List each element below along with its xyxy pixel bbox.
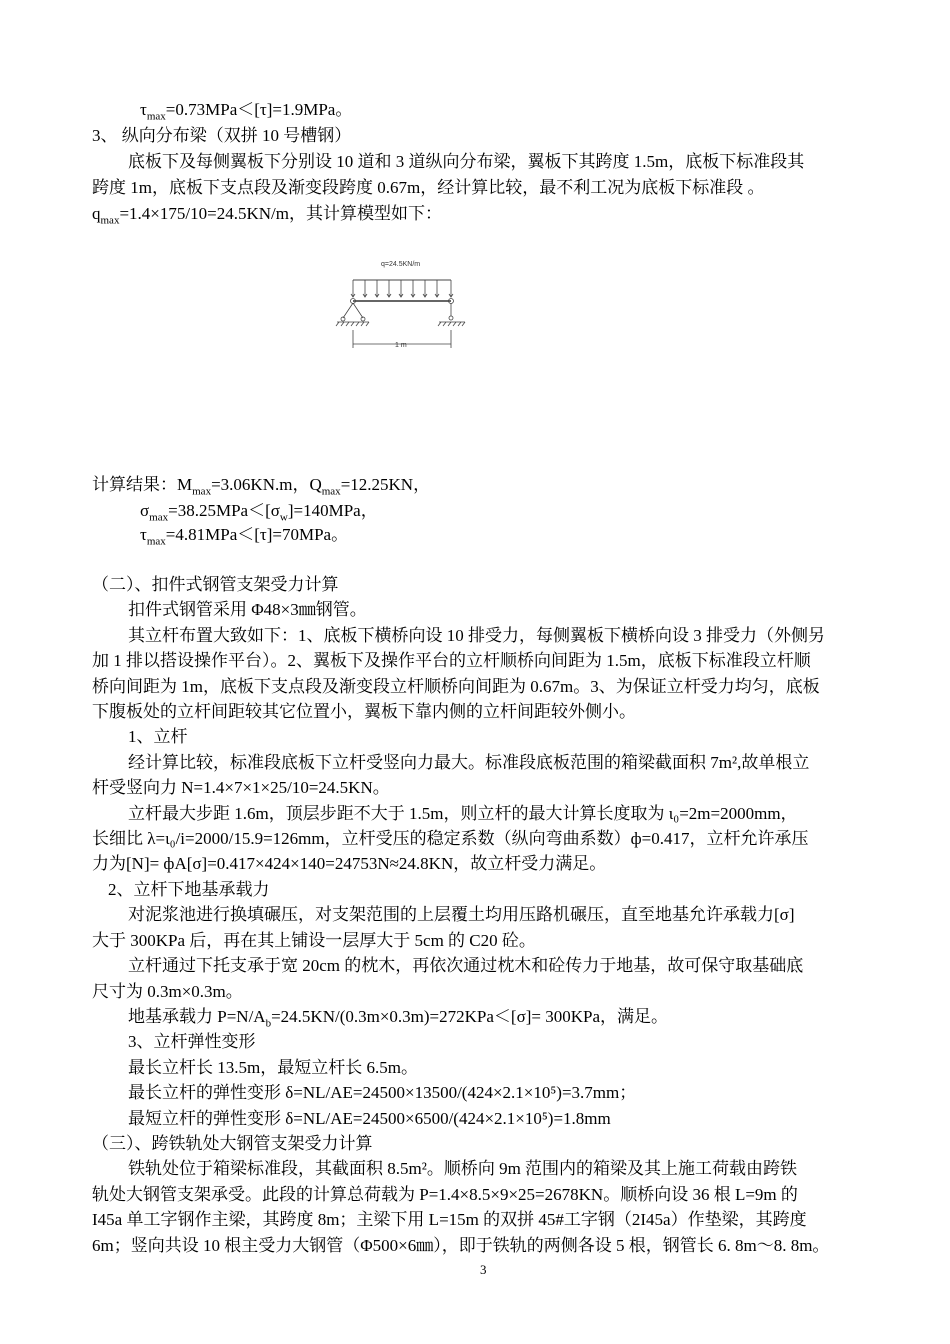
load-label: q=24.5KN/m xyxy=(381,261,421,268)
paragraph-line: 立杆最大步距 1.6m，顶层步距不大于 1.5m，则立杆的最大计算长度取为 ι₀=2m=2000mm， xyxy=(128,804,798,823)
tau-max-result-1: $\tau_{max}=0.73MPa<[\tau]=1.9MPa$。 xyxy=(140,100,353,123)
paragraph-line: I45a 单工字钢作主梁，其跨度 8m；主梁下用 L=15m 的双拼 45#工字钢（2I45a）作垫梁，其跨度 xyxy=(92,1210,807,1229)
paragraph-line: 最长立杆的弹性变形 δ=NL/AE=24500×13500/(424×2.1×10⁵)=3.7mm； xyxy=(128,1083,637,1102)
paragraph-line: 6m；竖向共设 10 根主受力大钢管（Φ500×6㎜），即于铁轨的两侧各设 5 根，钢管长 6. 8m～8. 8m。 xyxy=(92,1236,830,1255)
section-heading-2: （二）、扣件式钢管支架受力计算 xyxy=(92,575,339,594)
calc-result-m-q: 计算结果：$M_{max}=3.06KN.m$，$Q_{max}=12.25KN$， xyxy=(92,475,431,498)
pin-support-left xyxy=(336,299,369,327)
sigma-max-result: $\sigma_{max}=38.25MPa<[\sigma_w]=140MPa$， xyxy=(140,501,378,524)
paragraph-line: 力为[N]= фA[σ]=0.417×424×140=24753N≈24.8KN，故立杆受力满足。 xyxy=(92,854,607,873)
paragraph-line: 大于 300KPa 后，再在其上铺设一层厚大于 5cm 的 C20 砼。 xyxy=(92,931,536,950)
paragraph-line: 其立杆布置大致如下：1、底板下横桥向设 10 排受力，每侧翼板下横桥向设 3 排受力（外侧另 xyxy=(128,626,825,645)
paragraph-line: 对泥浆池进行换填碾压，对支架范围的上层覆土均用压路机碾压，直至地基允许承载力[σ] xyxy=(128,905,795,924)
subheading-foundation: 2、立杆下地基承载力 xyxy=(108,880,270,899)
q-max-formula: $q_{max}=1.4\times 175/10=24.5KN/m$，其计算模型如下： xyxy=(92,204,442,227)
paragraph-line: 铁轨处位于箱梁标准段，其截面积 8.5m²。顺桥向 9m 范围内的箱梁及其上施工荷载由跨铁 xyxy=(128,1159,798,1178)
beam-model-diagram xyxy=(335,250,475,350)
paragraph-line: 尺寸为 0.3m×0.3m。 xyxy=(92,982,243,1001)
bearing-capacity-formula: 地基承载力 $P=N/A_b=24.5KN/(0.3m\times 0.3m)=272KPa<[\sigma]= 300KPa$，满足。 xyxy=(128,1007,669,1030)
paragraph-line: 跨度 1m，底板下支点段及渐变段跨度 0.67m，经计算比较，最不利工况为底板下标准段 。 xyxy=(92,178,765,197)
page-number: 3 xyxy=(480,1262,487,1277)
paragraph-line: 底板下及每侧翼板下分别设 10 道和 3 道纵向分布梁，翼板下其跨度 1.5m，底板下标准段其 xyxy=(128,152,805,171)
section-heading-longitudinal-beam: 3、 纵向分布梁（双拼 10 号槽钢） xyxy=(92,126,352,145)
subheading-vertical-pole: 1、立杆 xyxy=(128,727,188,746)
span-label: 1 m xyxy=(395,342,407,349)
section-heading-3: （三）、跨铁轨处大钢管支架受力计算 xyxy=(92,1134,373,1153)
paragraph-line: 扣件式钢管采用 Φ48×3㎜钢管。 xyxy=(128,600,367,619)
tau-max-result-2: $\tau_{max}=4.81MPa<[\tau]=70MPa$。 xyxy=(140,525,349,548)
paragraph-line: 最长立杆长 13.5m，最短立杆长 6.5m。 xyxy=(128,1058,418,1077)
paragraph-line: 最短立杆的弹性变形 δ=NL/AE=24500×6500/(424×2.1×10⁵)=1.8mm xyxy=(128,1109,611,1128)
subheading-elastic-deformation: 3、立杆弹性变形 xyxy=(128,1032,256,1051)
paragraph-line: 轨处大钢管支架承受。此段的计算总荷载为 P=1.4×8.5×9×25=2678KN。顺桥向设 36 根 L=9m 的 xyxy=(92,1185,798,1204)
paragraph-line: 经计算比较，标准段底板下立杆受竖向力最大。标准段底板范围的箱梁截面积 7m²,故单根立 xyxy=(128,753,810,772)
paragraph-line: 加 1 排以搭设操作平台）。2、翼板下及操作平台的立杆顺桥向间距为 1.5m，底板下标准段立杆顺 xyxy=(92,651,811,670)
paragraph-line: 长细比 λ=ι₀/i=2000/15.9=126mm，立杆受压的稳定系数（纵向弯曲系数）ф=0.417，立杆允许承压 xyxy=(92,829,809,848)
paragraph-line: 桥向间距为 1m，底板下支点段及渐变段立杆顺桥向间距为 0.67m。3、为保证立杆受力均匀，底板 xyxy=(92,677,820,696)
paragraph-line: 下腹板处的立杆间距较其它位置小，翼板下靠内侧的立杆间距较外侧小。 xyxy=(92,702,636,721)
paragraph-line: 杆受竖向力 N=1.4×7×1×25/10=24.5KN。 xyxy=(92,778,390,797)
load-arrows xyxy=(351,280,453,297)
paragraph-line: 立杆通过下托支承于宽 20cm 的枕木，再依次通过枕木和砼传力于地基，故可保守取基础底 xyxy=(128,956,804,975)
roller-support-right xyxy=(438,299,465,327)
